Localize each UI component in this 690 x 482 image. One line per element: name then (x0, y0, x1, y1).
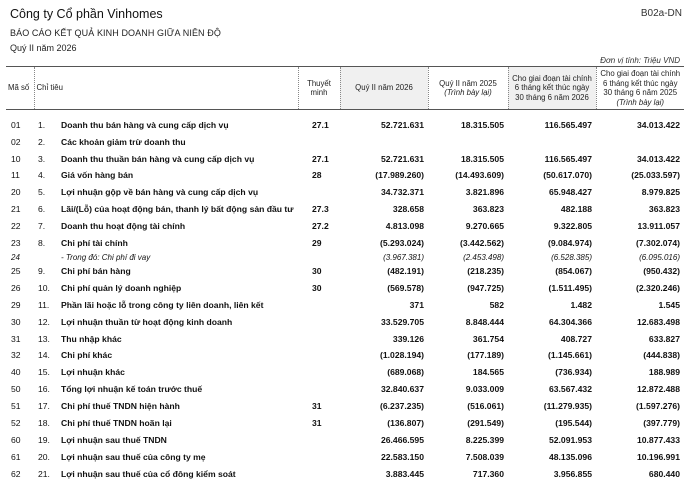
col-h1-2026 (508, 67, 596, 110)
h1-2026-cell: 52.091.953 (548, 434, 592, 445)
thuyet-minh-cell (298, 381, 340, 398)
income-statement-table (6, 66, 684, 482)
table-row (6, 398, 684, 415)
h1-2026-cell: (6.528.385) (551, 252, 592, 262)
h1-2026-cell: 48.135.096 (548, 451, 592, 462)
table-row (6, 415, 684, 432)
q2-2025-cell: (291.549) (467, 417, 504, 428)
table-row (6, 465, 684, 482)
table-row (6, 218, 684, 235)
chi-tieu-cell: Lợi nhuận khác (61, 367, 125, 378)
thuyet-minh-cell (298, 133, 340, 150)
thuyet-minh-cell (298, 431, 340, 448)
col-q2-2025-line1: Quý II năm 2025 (439, 78, 497, 88)
q2-2025-cell (428, 133, 508, 150)
h1-2026-cell: (50.617.070) (543, 170, 592, 181)
chi-tieu-cell: Tổng lợi nhuận kế toán trước thuế (61, 384, 203, 395)
q2-2025-cell: 18.315.505 (460, 153, 504, 164)
h1-2025-cell: (444.838) (643, 350, 680, 361)
q2-2026-cell: 32.840.637 (380, 384, 424, 395)
stt-cell: 7. (38, 221, 46, 232)
h1-2025-cell: 10.877.433 (636, 434, 680, 445)
col-q2-2025 (428, 67, 508, 110)
table-row (6, 313, 684, 330)
h1-2026-cell: 63.567.432 (548, 384, 592, 395)
col-h1-2026-line3: 30 tháng 6 năm 2026 (515, 92, 589, 102)
q2-2025-cell: (14.493.609) (455, 170, 504, 181)
h1-2025-cell: 188.989 (648, 367, 680, 378)
q2-2025-cell: (218.235) (467, 265, 504, 276)
chi-tieu-cell: - Trong đó: Chi phí đi vay (61, 252, 151, 262)
ma-so-cell: 02 (11, 136, 21, 147)
thuyet-minh-cell (298, 364, 340, 381)
col-q2-2025-line2: (Trình bày lại) (444, 88, 492, 98)
ma-so-cell: 23 (11, 238, 21, 249)
ma-so-cell: 11 (11, 170, 20, 181)
table-row (6, 296, 684, 313)
stt-cell: 11. (38, 299, 50, 310)
h1-2025-cell: 12.872.488 (636, 384, 680, 395)
q2-2025-cell: 8.225.399 (465, 434, 504, 445)
thuyet-minh-cell: 27.2 (312, 221, 329, 232)
h1-2025-cell: (7.302.074) (636, 238, 680, 249)
thuyet-minh-cell: 31 (312, 417, 322, 428)
q2-2025-cell: (177.189) (467, 350, 504, 361)
h1-2026-cell: (854.067) (555, 265, 592, 276)
table-row (6, 133, 684, 150)
ma-so-cell: 52 (11, 417, 21, 428)
ma-so-cell: 29 (11, 299, 21, 310)
q2-2026-cell (340, 133, 428, 150)
h1-2025-cell: (6.095.016) (639, 252, 680, 262)
col-h1-2025 (596, 67, 684, 110)
q2-2026-cell: 4.813.098 (385, 221, 424, 232)
h1-2025-cell: (950.432) (643, 265, 680, 276)
chi-tieu-cell: Lợi nhuận sau thuế TNDN (61, 434, 167, 445)
thuyet-minh-cell (298, 184, 340, 201)
h1-2025-cell: 34.013.422 (636, 153, 680, 164)
table-row (6, 347, 684, 364)
table-row (6, 235, 684, 252)
chi-tieu-cell: Giá vốn hàng bán (61, 170, 134, 181)
stt-cell: 8. (38, 238, 46, 249)
ma-so-cell: 40 (11, 367, 21, 378)
stt-cell: 18. (38, 417, 50, 428)
q2-2026-cell: 3.883.445 (385, 468, 424, 479)
q2-2025-cell: 9.270.665 (465, 221, 504, 232)
q2-2026-cell: (6.237.235) (380, 401, 424, 412)
col-h1-2026-line2: 6 tháng kết thúc ngày (514, 83, 590, 93)
stt-cell: 16. (38, 384, 50, 395)
h1-2025-cell: (1.597.276) (636, 401, 680, 412)
q2-2025-cell: 9.033.009 (465, 384, 504, 395)
table-header (6, 67, 684, 110)
thuyet-minh-cell: 30 (312, 265, 322, 276)
h1-2026-cell: 116.565.497 (544, 153, 592, 164)
h1-2026-cell: 64.304.366 (548, 316, 592, 327)
table-row (6, 150, 684, 167)
h1-2026-cell: 116.565.497 (544, 119, 592, 130)
stt-cell: 2. (38, 136, 46, 147)
stt-cell: 3. (38, 153, 46, 164)
q2-2026-cell: 52.721.631 (380, 119, 424, 130)
q2-2026-cell: 34.732.371 (380, 187, 424, 198)
chi-tieu-cell: Doanh thu bán hàng và cung cấp dịch vụ (61, 119, 229, 130)
q2-2026-cell: (17.989.260) (375, 170, 424, 181)
ma-so-cell: 60 (11, 434, 21, 445)
ma-so-cell: 50 (11, 384, 21, 395)
ma-so-cell: 21 (11, 204, 21, 215)
q2-2026-cell: 371 (409, 299, 424, 310)
h1-2025-cell: 34.013.422 (636, 119, 680, 130)
table-row (6, 110, 684, 133)
table-row (6, 279, 684, 296)
thuyet-minh-cell: 29 (312, 238, 322, 249)
stt-cell: 6. (38, 204, 46, 215)
table-row (6, 201, 684, 218)
ma-so-cell: 26 (11, 282, 21, 293)
q2-2026-cell: 26.466.595 (380, 434, 424, 445)
stt-cell: 14. (38, 350, 50, 361)
q2-2025-cell: (2.453.498) (463, 252, 504, 262)
stt-cell: 19. (38, 434, 50, 445)
h1-2025-cell: (25.033.597) (631, 170, 680, 181)
report-period: Quý II năm 2026 (10, 43, 77, 53)
q2-2025-cell: 363.823 (472, 204, 504, 215)
table-row (6, 167, 684, 184)
chi-tieu-cell: Phần lãi hoặc lỗ trong công ty liên doanh, liên kết (61, 299, 264, 310)
q2-2025-cell: 3.821.896 (465, 187, 504, 198)
table-row (6, 330, 684, 347)
q2-2026-cell: (689.068) (387, 367, 424, 378)
q2-2026-cell: (482.191) (387, 265, 424, 276)
q2-2025-cell: (3.442.562) (460, 238, 504, 249)
h1-2025-cell: 12.683.498 (636, 316, 680, 327)
chi-tieu-cell: Các khoản giảm trừ doanh thu (61, 136, 186, 147)
q2-2026-cell: (136.807) (387, 417, 424, 428)
table-row (6, 263, 684, 280)
chi-tieu-cell: Chi phí thuế TNDN hoãn lại (61, 417, 172, 428)
thuyet-minh-cell: 27.1 (312, 119, 329, 130)
q2-2025-cell: (947.725) (467, 282, 504, 293)
ma-so-cell: 62 (11, 468, 21, 479)
q2-2026-cell: (1.028.194) (380, 350, 424, 361)
h1-2026-cell: 65.948.427 (548, 187, 592, 198)
h1-2025-cell (596, 133, 684, 150)
chi-tieu-cell: Doanh thu hoạt động tài chính (61, 221, 186, 232)
chi-tieu-cell: Chi phí tài chính (61, 238, 128, 249)
stt-cell: 9. (38, 265, 46, 276)
chi-tieu-cell: Chi phí bán hàng (61, 265, 131, 276)
h1-2026-cell: (9.084.974) (548, 238, 592, 249)
h1-2025-cell: (397.779) (643, 417, 680, 428)
stt-cell: 21. (38, 468, 50, 479)
q2-2025-cell: 717.360 (472, 468, 504, 479)
stt-cell: 17. (38, 401, 50, 412)
h1-2025-cell: 363.823 (648, 204, 680, 215)
thuyet-minh-cell: 31 (312, 401, 322, 412)
ma-so-cell: 22 (11, 221, 21, 232)
chi-tieu-cell: Lợi nhuận sau thuế của công ty mẹ (61, 451, 206, 462)
currency-unit: Đơn vị tính: Triệu VND (600, 56, 680, 65)
table-row (6, 381, 684, 398)
ma-so-cell: 51 (11, 401, 21, 412)
h1-2025-cell: 633.827 (648, 333, 680, 344)
report-title: BÁO CÁO KẾT QUẢ KINH DOANH GIỮA NIÊN ĐỘ (10, 28, 221, 38)
col-q2-2026: Quý II năm 2026 (340, 67, 428, 110)
q2-2025-cell: 361.754 (472, 333, 504, 344)
h1-2026-cell: (11.279.935) (543, 401, 592, 412)
ma-so-cell: 20 (11, 187, 21, 198)
stt-cell: 20. (38, 451, 50, 462)
stt-cell: 1. (38, 119, 46, 130)
ma-so-cell: 25 (11, 265, 21, 276)
thuyet-minh-cell: 27.3 (312, 204, 329, 215)
col-thuyet-minh: Thuyết minh (298, 67, 340, 110)
h1-2026-cell (508, 133, 596, 150)
col-h1-2025-line1: Cho giai đoạn tài chính (600, 69, 681, 78)
q2-2025-cell: 582 (489, 299, 504, 310)
h1-2026-cell: (1.511.495) (548, 282, 592, 293)
h1-2025-cell: 1.545 (658, 299, 680, 310)
chi-tieu-cell: Thu nhập khác (61, 333, 122, 344)
h1-2025-cell: 13.911.057 (637, 221, 680, 232)
q2-2026-cell: 328.658 (392, 204, 424, 215)
h1-2026-cell: 482.188 (560, 204, 592, 215)
col-h1-2025-line2: 6 tháng kết thúc ngày (602, 78, 678, 88)
chi-tieu-cell: Chi phí thuế TNDN hiện hành (61, 401, 180, 412)
chi-tieu-cell: Lợi nhuận thuần từ hoạt động kinh doanh (61, 316, 233, 327)
table-row (6, 184, 684, 201)
thuyet-minh-cell: 30 (312, 282, 322, 293)
q2-2026-cell: (5.293.024) (380, 238, 424, 249)
col-h1-2025-line4: (Trình bày lại) (616, 97, 665, 107)
table-row (6, 252, 684, 263)
company-name: Công ty Cổ phần Vinhomes (10, 7, 163, 21)
h1-2026-cell: (195.544) (555, 417, 592, 428)
q2-2026-cell: 339.126 (392, 333, 424, 344)
h1-2026-cell: 1.482 (570, 299, 592, 310)
q2-2025-cell: 7.508.039 (465, 451, 504, 462)
ma-so-cell: 31 (11, 333, 21, 344)
stt-cell (34, 252, 58, 263)
ma-so-cell: 10 (11, 153, 21, 164)
form-code: B02a-DN (640, 8, 682, 19)
q2-2025-cell: 184.565 (472, 367, 504, 378)
q2-2026-cell: 22.583.150 (380, 451, 424, 462)
thuyet-minh-cell (298, 330, 340, 347)
table-row (6, 431, 684, 448)
col-chi-tieu: Chỉ tiêu (34, 67, 298, 110)
thuyet-minh-cell (298, 313, 340, 330)
thuyet-minh-cell (298, 465, 340, 482)
thuyet-minh-cell (298, 347, 340, 364)
chi-tieu-cell: Doanh thu thuần bán hàng và cung cấp dịch vụ (61, 153, 255, 164)
stt-cell: 13. (38, 333, 50, 344)
h1-2025-cell: 8.979.825 (641, 187, 680, 198)
h1-2026-cell: 408.727 (560, 333, 592, 344)
ma-so-cell: 61 (11, 451, 21, 462)
thuyet-minh-cell (298, 252, 340, 263)
table-row (6, 364, 684, 381)
h1-2025-cell: (2.320.246) (636, 282, 680, 293)
col-h1-2026-line1: Cho giai đoạn tài chính (512, 73, 592, 83)
chi-tieu-cell: Lợi nhuận sau thuế của cổ đông kiểm soát (61, 468, 236, 479)
q2-2026-cell: 52.721.631 (380, 153, 424, 164)
col-h1-2025-line3: 30 tháng 6 năm 2025 (603, 88, 678, 98)
h1-2025-cell: 680.440 (648, 468, 680, 479)
table-body (6, 110, 684, 482)
ma-so-cell: 30 (11, 316, 21, 327)
h1-2025-cell: 10.196.991 (636, 451, 680, 462)
q2-2026-cell: 33.529.705 (380, 316, 424, 327)
ma-so-cell: 24 (11, 252, 20, 262)
stt-cell: 5. (38, 187, 46, 198)
chi-tieu-cell: Lãi/(Lỗ) của hoạt động bán, thanh lý bất động sản đầu tư (61, 204, 294, 215)
chi-tieu-cell: Chi phí khác (61, 350, 113, 361)
h1-2026-cell: (736.934) (555, 367, 592, 378)
stt-cell: 15. (38, 367, 50, 378)
h1-2026-cell: (1.145.661) (548, 350, 592, 361)
ma-so-cell: 32 (11, 350, 21, 361)
col-ma-so: Mã số (6, 67, 34, 110)
q2-2025-cell: (516.061) (467, 401, 504, 412)
q2-2026-cell: (569.578) (387, 282, 424, 293)
stt-cell: 10. (38, 282, 50, 293)
chi-tieu-cell: Chi phí quản lý doanh nghiệp (61, 282, 182, 293)
thuyet-minh-cell (298, 296, 340, 313)
stt-cell: 12. (38, 316, 50, 327)
h1-2026-cell: 9.322.805 (553, 221, 592, 232)
thuyet-minh-cell: 27.1 (312, 153, 329, 164)
chi-tieu-cell: Lợi nhuận gộp về bán hàng và cung cấp dịch vụ (61, 187, 259, 198)
q2-2026-cell: (3.967.381) (383, 252, 424, 262)
h1-2026-cell: 3.956.855 (553, 468, 592, 479)
q2-2025-cell: 18.315.505 (460, 119, 504, 130)
ma-so-cell: 01 (11, 119, 21, 130)
thuyet-minh-cell: 28 (312, 170, 322, 181)
stt-cell: 4. (38, 170, 46, 181)
q2-2025-cell: 8.848.444 (465, 316, 504, 327)
